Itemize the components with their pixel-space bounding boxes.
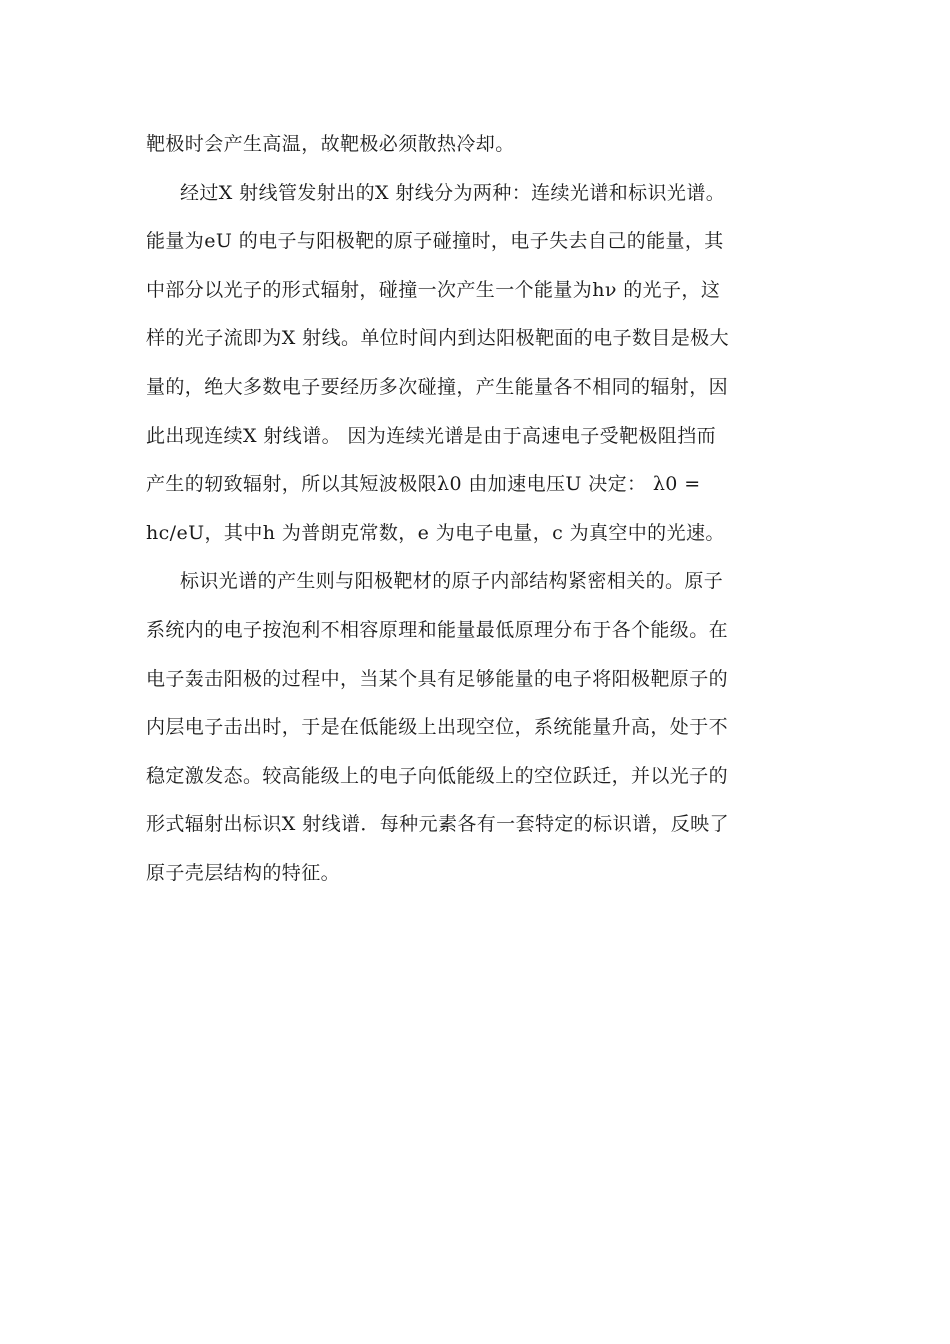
text-line: 产生的轫致辐射，所以其短波极限λ0 由加速电压U 决定： λ0 = xyxy=(146,473,701,496)
text-line: 原子壳层结构的特征。 xyxy=(146,861,341,884)
document-page xyxy=(146,120,806,898)
text-line: 中部分以光子的形式辐射，碰撞一次产生一个能量为hν 的光子，这 xyxy=(146,278,721,301)
text-line: 能量为eU 的电子与阳极靶的原子碰撞时，电子失去自己的能量，其 xyxy=(146,230,724,253)
text-line: 电子轰击阳极的过程中，当某个具有足够能量的电子将阳极靶原子的 xyxy=(146,667,729,690)
text-line: 靶极时会产生高温，故靶极必须散热冷却。 xyxy=(146,133,515,155)
text-line: 内层电子击出时，于是在低能级上出现空位，系统能量升高，处于不 xyxy=(146,716,729,739)
text-line: 标识光谱的产生则与阳极靶材的原子内部结构紧密相关的。原子 xyxy=(180,570,724,593)
text-line: 经过X 射线管发射出的X 射线分为两种：连续光谱和标识光谱。 xyxy=(180,181,726,204)
text-line: 稳定激发态。较高能级上的电子向低能级上的空位跃迁，并以光子的 xyxy=(146,764,729,787)
text-line: hc/eU，其中h 为普朗克常数，e 为电子电量，c 为真空中的光速。 xyxy=(146,521,725,544)
text-line: 形式辐射出标识X 射线谱．每种元素各有一套特定的标识谱，反映了 xyxy=(146,813,729,836)
text-line: 此出现连续X 射线谱。 因为连续光谱是由于高速电子受靶极阻挡而 xyxy=(146,424,717,447)
text-line: 样的光子流即为X 射线。单位时间内到达阳极靶面的电子数目是极大 xyxy=(146,327,729,350)
text-line: 系统内的电子按泡利不相容原理和能量最低原理分布于各个能级。在 xyxy=(146,618,729,641)
text-line: 量的，绝大多数电子要经历多次碰撞，产生能量各不相同的辐射，因 xyxy=(146,375,729,398)
